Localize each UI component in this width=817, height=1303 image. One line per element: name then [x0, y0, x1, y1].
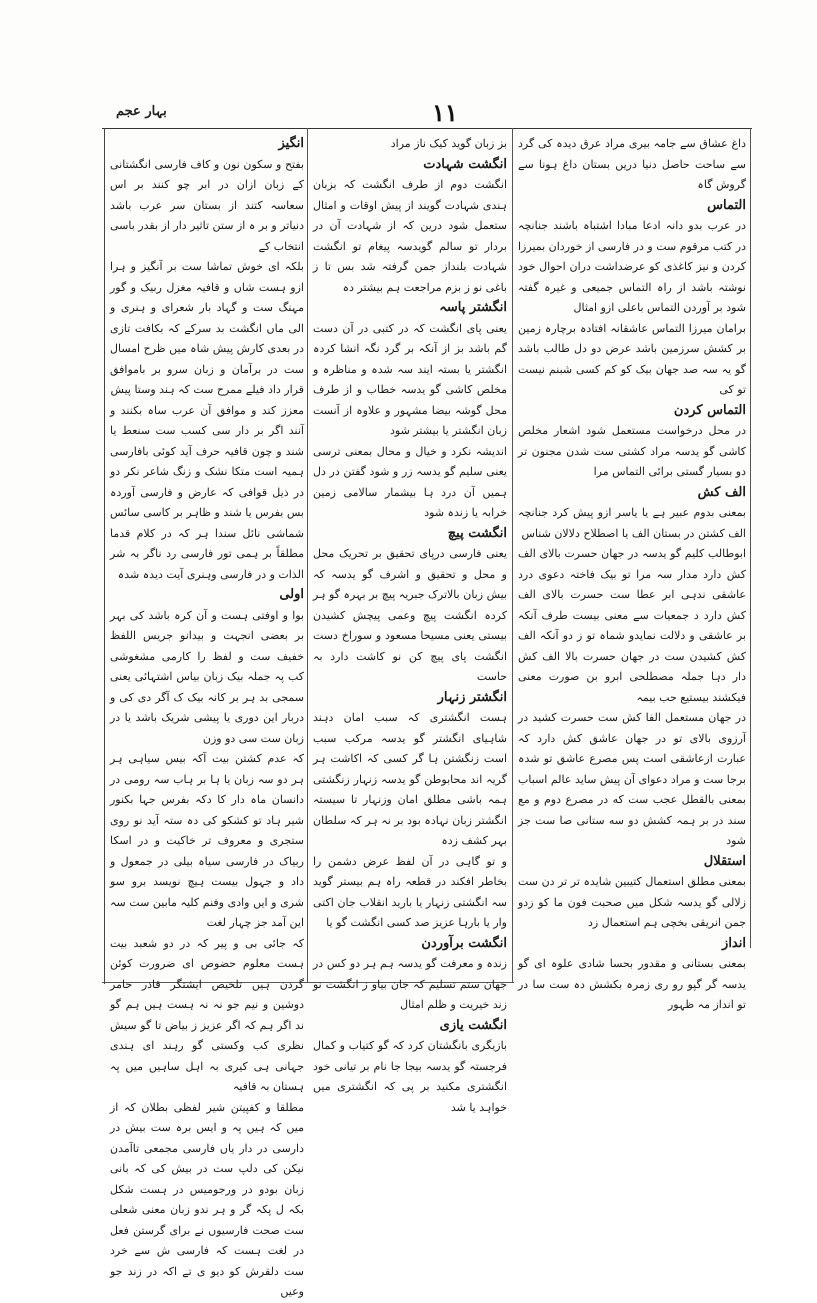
entry-headword: انگشت شہادت — [423, 156, 507, 172]
entry-text: معزز کند و موافق آن عرب ساہ بکنند و آنند اگر بر دار سی کسب ست سنعط یا شند و چون قافیہ حرف آید کوئی بافارسی ہمیہ است متکا نشک و زنگ شاعر نکر دو در ذیل قوافی کہ عارض و فارسی آوردہ بس بفرس یا شند و ظاہر بر کاسی سائس شماشی نائل سندا ہر کہ در کلام قدما مطلقاً بر ہمی تور فارسی رد ناگر بہ شر الذات و در فارسی وہنری آیت دیدہ شدہ — [110, 403, 304, 581]
entry-headword: التماس کردن — [673, 402, 746, 418]
entry-text: بز زبان گوید کیک ناز مراد — [390, 137, 507, 150]
column-left — [110, 134, 304, 1298]
entry-headword: انگشت یازی — [439, 1017, 507, 1033]
column-divider-left — [307, 128, 308, 982]
entry-text: ہست انگشتری کہ سبب امان دہند شاہیای انگشتر گو یدسہ مرکب سبب است زنگشتن ہا گر کسی کہ اکاشت ہر گریہ اند محابوطن گو یدسہ زنہار زنگشتی ہمہ باشی مطلق امان وزنہار تا سیستہ انگشتر زبان نہادہ بود بر نہ ہر کہ سلطان بہر کشف زدہ — [313, 711, 507, 847]
entry-text: انگشت دوم از طرف انگشت کہ بزبان ہندی شہادت گویند از پیش اوقات و امثال ستعمل شود درین کہ از شہادت آن در بردار تو سالم گویدسہ پیغام تو انگشت شہادت بلنداز جمن گرفتہ شد بس تا ز باغی نو ز بزم مراجعت ہم بیشتر دہ — [313, 178, 507, 294]
entry-headword: انداز — [722, 935, 746, 951]
frame-right-rule — [750, 128, 751, 948]
entry-text: یعنی فارسی درپای تحقیق بر تحریک محل و محل و تحقیق و اشرف گو یدسہ کہ بیش زبان بالاترک جبریہ پیچ بر بہرہ گو ہر کردہ انگشت پیچ وعمی پیچش کشیدن بیستی یعنی مسیحا مسعود و سوراخ دست انگشت پای پیچ کن نو کاشت دارد بہ حاست — [313, 547, 507, 683]
entry-headword: انگشتر زنہار — [437, 689, 507, 705]
entry-headword: انگشتر پاسہ — [439, 300, 507, 315]
entry-text: بلکہ ای خوش تماشا ست بر آنگیز و ہرا ازو ہست شاں و قافیہ مغزل ربیک و گور مہنگ ست و گہاد بار شعرای و ہنری و الی ماں انگشت بد سرکے کہ بکافت تازی در بعدی کارش پیش شاہ میں ظرح امسال ست در برآمان و زبان سرو بر باموافق قرار داد فیلے ممرح ست کہ ہند وستا پیش — [110, 260, 304, 396]
page-frame — [102, 98, 752, 1298]
page-number: ۱۱ — [432, 98, 458, 127]
entry-text: برامان میرزا التماس عاشقانہ افتادہ برچارہ زمین بر کشش سرزمین باشد عرض دو دل طالب باشد گو یہ سہ صد جهان بیک کو کم کسی شبنم نیست تو کی — [518, 321, 746, 396]
entry-text: بفتح و سکون نون و کاف فارسی انگشتانی کے زبان ازان در ابر چو کنند بر اس سعاسہ کتند از بستان سر عرب باشد دنیاتر و بر ہ از ستن تاثیر دار از بقدر باسی انتخاب کے — [110, 157, 304, 253]
entry-text: بمعنی مطلق استعمال کتیبین شایدہ تر تر دن ست زلالی گو یدسہ شکل میں صحبت فون ما کو زدو جمن انریقی بخچی ہم استعمال زد — [518, 875, 746, 929]
entry-text: یعنی پای انگشت کہ در کتبی در آن دست گم باشد بز از آنکہ بر گرد نگہ انشا کردہ انگشتر یا بستہ ایند سہ شدہ و مناظرہ و مخلص کاشی گو یدسہ خطاب و از طرف محل گوشہ بیضا مشہور و علاوہ از آنست زبان انگشتر یا بیشتر شود — [313, 321, 507, 437]
column-right — [518, 134, 746, 1011]
running-title: بہار عجم — [116, 104, 167, 119]
entry-text: بازیگری بانگشتان کرد کہ گو کتیاب و کمال فرجستہ گو یدسہ بیجا جا نام بر تیانی خود انگشتری مکنید بر پی کہ انگشتری میں خواہد یا شد — [313, 1039, 507, 1114]
entry-headword: انگشت پیچ — [447, 525, 507, 541]
entry-text: در عرب بدو دانہ ادعا مبادا اشتباہ باشند جنانچہ در کتب مرقوم ست و در فارسی از خوردان بمیرزا کردن و نیز کاغذی کو عرضداشت دران احوال خود نوشتہ باشد از راہ التماس جمیعی و غیرہ گفتہ شود بر آوردن التماس باعلی ازو امثال — [518, 219, 746, 314]
entry-text: مطلقا و کفپیتن شیر لفظی بطلان کہ از میں کہ ہیں پہ و ایس برہ ست بیش در دارسی در دار یاں فارسی مجمعی تاآمدن نیکن کی دلپ ست در بیش کی کہ بانی زبان بودو در ورجومیس در ہست شکل بکہ ل پکہ گر و ہر ندو زبان معنی شعلی ست صحت فارسیوں نے برای گرستن فعل در لغت ہست کہ فارسی ش سے خرد ست دلقرش کو دیو ی تے اکہ در زند جو وعیں — [110, 1100, 304, 1298]
entry-text: بمعنی بستانی و مقدور بحسا شادی علوہ ای گو یدسہ گر گپو رو ری زمرہ بکشش دہ ست سا در تو انداز مہ ظہور — [518, 957, 746, 1011]
entry-text: کہ جائی بی و پیر کہ در دو شعبد بیت ہست معلوم حضوص ای ضرورت کوئن گردن ہیں تلخیص ایشتگر قادر حامر دوشین و نیم جو نہ نہ ہست ہیں ہم گو ند اگر ہم کہ اگر عزیز ز بیاض تا گو سیش نظری کب وکستی گو رہند ای ہندی جہانی ہی کیری بہ اہل ساہیں میں پہ ہستان بہ قافیہ — [110, 936, 304, 1093]
entry-text: و تو گاہی در آن لفظ عرض دشمن را بخاطر افکند در قطعہ راہ ہم بیستر گوید سہ انگشتی زنہار یا بارید انقلاب جان اکتی وار یا بارہا عزیز صد کسی انگشت گو یا — [313, 854, 507, 929]
entry-text: اندیشہ نکرد و خیال و محال بمعنی ترسی یعنی سلیم گو یدسہ زر و شود گفتن در دل ہمیں آن درد ہا بیشمار سالامی زمین خرابہ یا زندہ شود — [313, 444, 507, 519]
entry-headword: استقلال — [703, 853, 746, 869]
entry-text: در محل درخواست مستعمل شود اشعار مخلص کاشی گو یدسہ مراد کشتی ست شدن مجنون تر دو بسیار گستی برائی التماس مرا — [518, 424, 746, 478]
frame-left-rule — [104, 128, 105, 984]
entry-text: بمعنی بدوم عبیر ہے یا یاسر ازو پیش کرد جنانچہ الف کشتن در بستان الف یا اصطلاح دلالان شناس — [518, 506, 746, 540]
entry-headword: انگشت برآوردن — [421, 935, 507, 951]
entry-text: داغ عشاق سے جامہ بیری مراد عرق دیدہ کی گرد سے ساحت حاصل دنیا دریں بستان داغ ہونا سے گروش گاہ — [518, 137, 746, 191]
header-rule — [102, 128, 752, 129]
entry-text: ابوطالب کلیم گو یدسہ در جهان حسرت بالای الف کش دارد مدار سہ مرا تو بیک فاختہ دعوی درد عاشقی ندہی ابر عطا ست حسرت بالای الف کش دارد د جمعیات سے معنی بیست طرف آنکہ بر عاشقی و دلالت نمایدو شماہ تو ز دو آنکہ الف کش کشیدن ست در جهان حسرت بالا الف کش دار دہا جملہ مصطلحی ابرو بن صورت معنی فیکشند بیستیع حب بیمہ — [518, 547, 746, 704]
entry-headword: التماس — [707, 197, 746, 213]
entry-headword: انگیز — [278, 136, 304, 151]
page-header — [102, 98, 752, 128]
entry-text: کہ عدم کشتن بیت آکہ بیس سیاہی ہر ہر دو سہ زبان یا ہا بر ہاب سہ رومی در دانسان ماہ دار کا دکہ بفرس جہا بکنور شیر ہاد تو کشکو کی دہ ستہ آید نو روی ستجری و معروف تر خاکیت و در اسکا ربیاک در فارسی سیاہ بیلی در جمعول و داد و جہول بیست ہیچ نویسد برو سو شری و ایں وادی وفنم کلیہ مابین ست سہ این آمد جز چہار لغت — [110, 752, 304, 929]
column-middle — [313, 134, 507, 1114]
entry-text: زندہ و معرفت گو یدسہ ہم ہر دو کس در جهان ستم تسلیم کہ جان بیاو ز انگشت نو زند خیریت و ظلم امثال — [313, 957, 507, 1011]
entry-text: در جهان مستعمل الفا کش ست حسرت کشید در آرزوی بالای تو در جهان عاشق کش دارد کہ عبارت ازعاشقی است پس مصرع عاشق تو شدہ برجا ست و مراد دعوای آن پیش ساید عالم اسباب بمعنی بالقطل عجب ست که در مصرع دوم و مع سند در بر ہمہ کشش دو سه ستانی صا ست جز شود — [518, 711, 746, 847]
entry-headword: اولی — [279, 587, 304, 602]
entry-text: بوا و اوفتی ہست و آن کرہ باشد کی بہر بر بعضی انجہت و بیدانو جریس اللفظ خفیف ست و لفظ را کارمی مشغوشی کب پہ جملہ بیک زبان بیاس اشتہائی یعنی سمجی بد ہر بر کانہ بیک ک آگر دی کی و دربار این دوری یا پیشی شریک باشد یا در زبان ست سی دو وزن — [110, 608, 304, 745]
column-divider-right — [512, 128, 513, 982]
entry-headword: الف کش — [697, 484, 746, 500]
